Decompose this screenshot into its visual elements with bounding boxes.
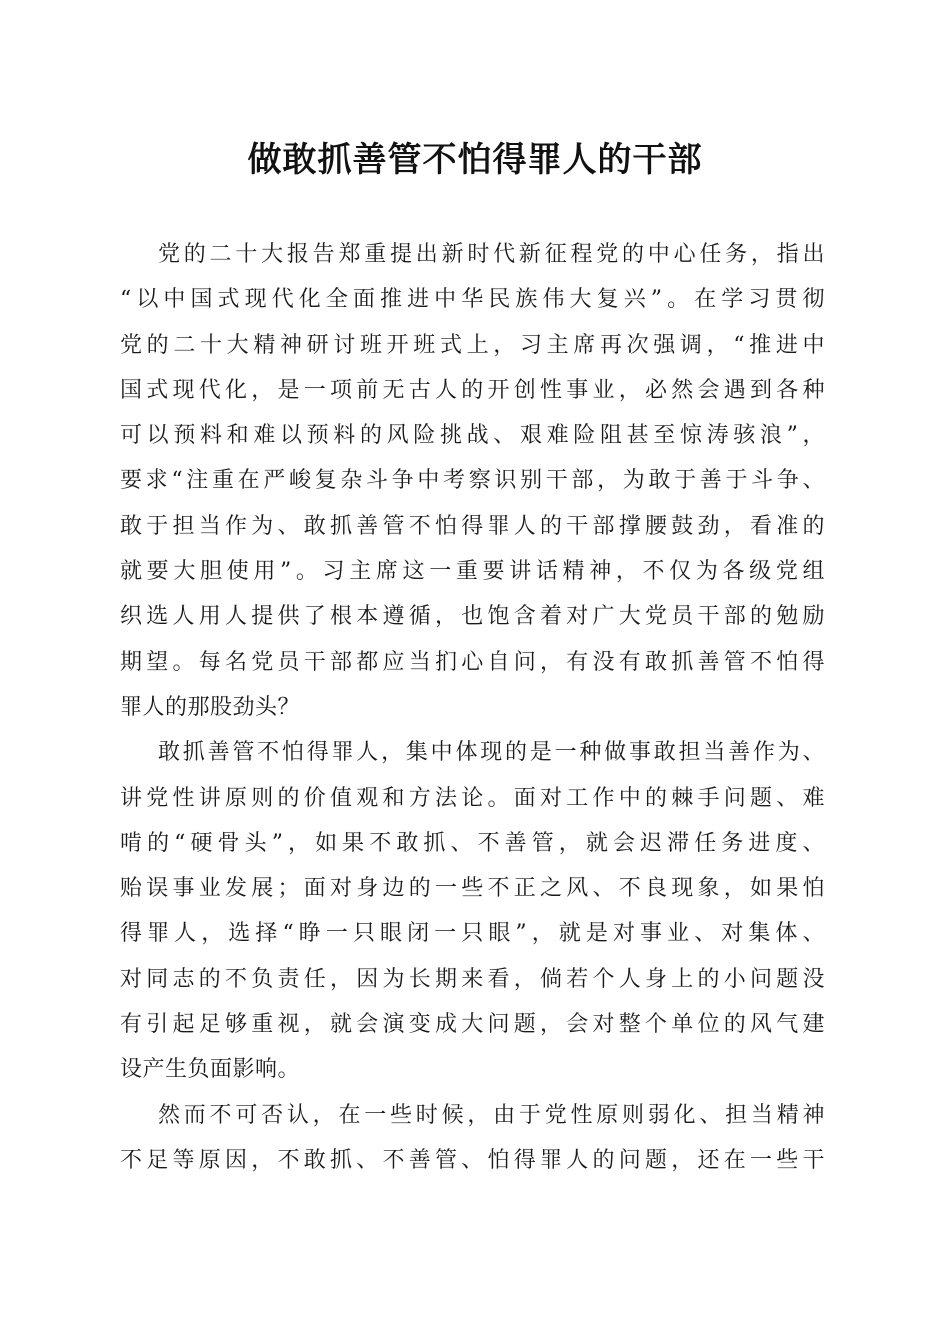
paragraph-1-line-8: 就要大胆使用”。习主席这一重要讲话精神，不仅为各级党组 [120,559,825,585]
paragraph-1-line-5: 可以预料和难以预料的风险挑战、艰难险阻甚至惊涛骇浪”， [120,423,825,449]
paragraph-2-line-2: 讲党性讲原则的价值观和方法论。面对工作中的棘手问题、难 [120,785,825,811]
paragraph-3-line-1: 然而不可否认，在一些时候，由于党性原则弱化、担当精神 [158,1102,825,1128]
document-body [120,232,825,1183]
paragraph-1-line-4: 国式现代化，是一项前无古人的开创性事业，必然会遇到各种 [120,377,825,403]
paragraph-1-line-9: 织选人用人提供了根本遵循，也饱含着对广大党员干部的勉励 [120,604,825,630]
paragraph-2-line-8: 设产生负面影响。 [120,1057,301,1083]
document-title: 做敢抓善管不怕得罪人的干部 [247,140,703,180]
paragraph-2-line-7: 有引起足够重视，就会演变成大问题，会对整个单位的风气建 [120,1012,825,1038]
paragraph-2-line-6: 对同志的不负责任，因为长期来看，倘若个人身上的小问题没 [120,966,825,992]
paragraph-3-line-2: 不足等原因，不敢抓、不善管、怕得罪人的问题，还在一些干 [120,1147,825,1173]
paragraph-1-line-1: 党的二十大报告郑重提出新时代新征程党的中心任务，指出 [158,242,825,267]
paragraph-1-line-2: “以中国式现代化全面推进中华民族伟大复兴”。在学习贯彻 [120,287,825,313]
paragraph-1-line-6: 要求“注重在严峻复杂斗争中考察识别干部，为敢于善于斗争、 [120,468,825,494]
paragraph-2-line-3: 啃的“硬骨头”，如果不敢抓、不善管，就会迟滞任务进度、 [120,830,825,856]
paragraph-1-line-10: 期望。每名党员干部都应当扪心自问，有没有敢抓善管不怕得 [120,649,825,675]
paragraph-1-line-3: 党的二十大精神研讨班开班式上，习主席再次强调，“推进中 [120,332,825,358]
paragraph-1-line-11: 罪人的那股劲头？ [120,694,301,720]
paragraph-2-line-4: 贻误事业发展；面对身边的一些不正之风、不良现象，如果怕 [120,876,825,902]
paragraph-2-line-1: 敢抓善管不怕得罪人，集中体现的是一种做事敢担当善作为、 [158,740,825,766]
paragraph-2-line-5: 得罪人，选择“睁一只眼闭一只眼”，就是对事业、对集体、 [120,921,825,947]
paragraph-1-line-7: 敢于担当作为、敢抓善管不怕得罪人的干部撑腰鼓劲，看准的 [120,513,825,539]
